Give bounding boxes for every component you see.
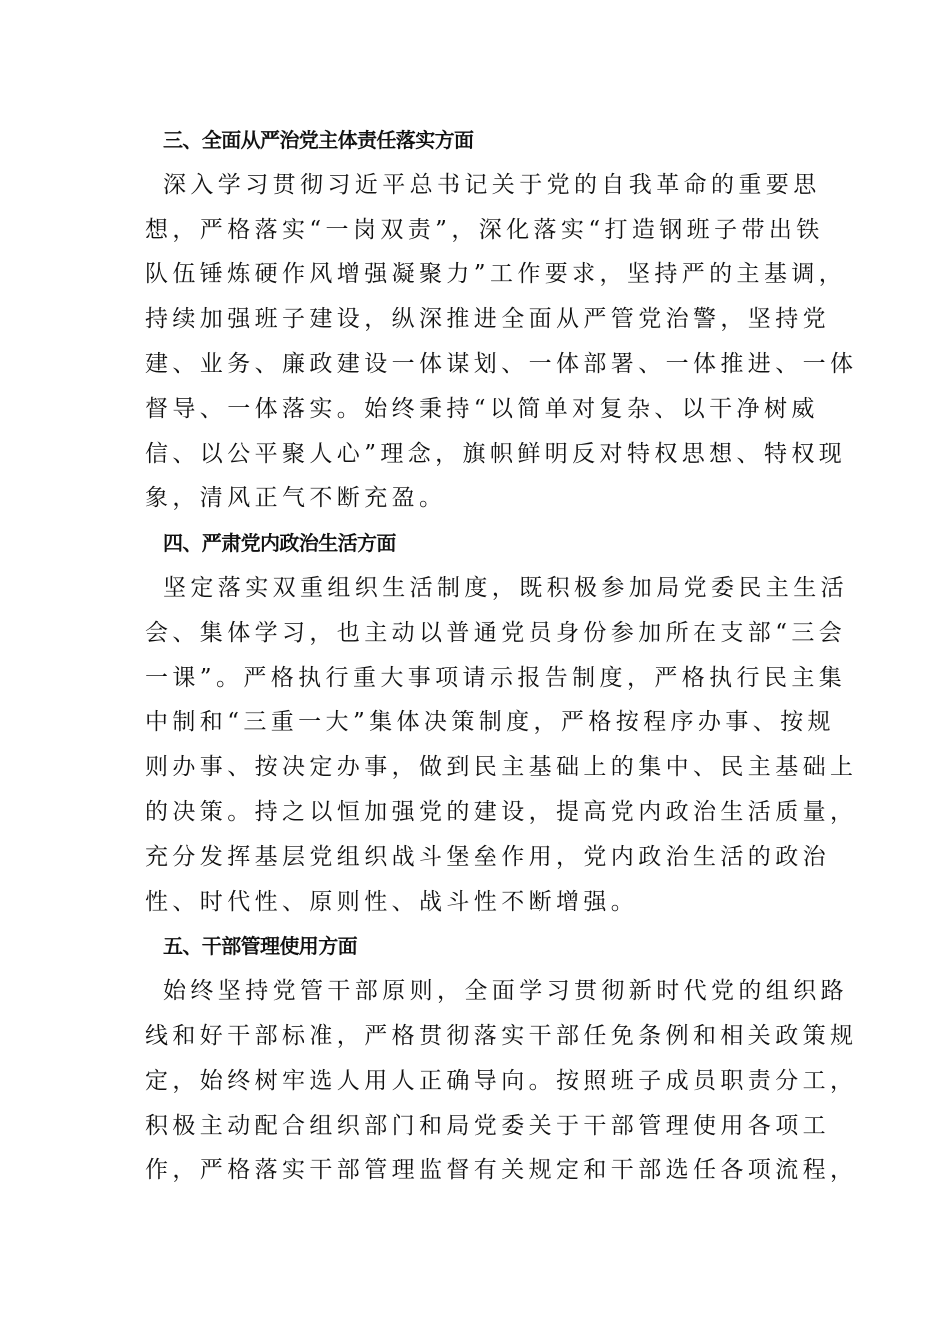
paragraph-line: 则办事、按决定办事，做到民主基础上的集中、民主基础上 <box>145 754 858 781</box>
document-page <box>145 118 858 1193</box>
paragraph-line: 持续加强班子建设，纵深推进全面从严管党治警，坚持党 <box>145 306 830 333</box>
paragraph-line: 想，严格落实“一岗双责”，深化落实“打造钢班子带出铁 <box>145 216 824 243</box>
paragraph-line: 充分发挥基层党组织战斗堡垒作用，党内政治生活的政治 <box>145 843 830 870</box>
paragraph-line: 作，严格落实干部管理监督有关规定和干部选任各项流程， <box>145 1157 858 1184</box>
document-section <box>145 924 858 1193</box>
paragraph-line: 的决策。持之以恒加强党的建设，提高党内政治生活质量， <box>145 798 858 825</box>
document-section <box>145 521 858 924</box>
paragraph-line: 深入学习贯彻习近平总书记关于党的自我革命的重要思 <box>163 171 821 198</box>
paragraph-line: 会、集体学习，也主动以普通党员身份参加所在支部“三会 <box>145 619 847 646</box>
paragraph-line: 积极主动配合组织部门和局党委关于干部管理使用各项工 <box>145 1112 830 1139</box>
paragraph-line: 定，始终树牢选人用人正确导向。按照班子成员职责分工， <box>145 1067 858 1094</box>
paragraph-line: 督导、一体落实。始终秉持“以简单对复杂、以干净树威 <box>145 395 819 422</box>
document-section <box>145 118 858 521</box>
paragraph-line: 性、时代性、原则性、战斗性不断增强。 <box>145 888 639 915</box>
paragraph-line: 坚定落实双重组织生活制度，既积极参加局党委民主生活 <box>163 574 848 601</box>
section-heading: 三、全面从严治党主体责任落实方面 <box>163 128 474 152</box>
paragraph-line: 线和好干部标准，严格贯彻落实干部任免条例和相关政策规 <box>145 1022 858 1049</box>
paragraph-line: 象，清风正气不断充盈。 <box>145 485 447 512</box>
paragraph-line: 始终坚持党管干部原则，全面学习贯彻新时代党的组织路 <box>163 978 848 1005</box>
section-heading: 五、干部管理使用方面 <box>163 934 357 959</box>
paragraph-line: 信、以公平聚人心”理念，旗帜鲜明反对特权思想、特权现 <box>145 440 847 467</box>
section-heading: 四、严肃党内政治生活方面 <box>163 531 396 556</box>
paragraph-line: 建、业务、廉政建设一体谋划、一体部署、一体推进、一体 <box>145 350 858 377</box>
paragraph-line: 中制和“三重一大”集体决策制度，严格按程序办事、按规 <box>145 709 835 736</box>
paragraph-line: 一课”。严格执行重大事项请示报告制度，严格执行民主集 <box>145 664 847 691</box>
paragraph-line: 队伍锤炼硬作风增强凝聚力”工作要求，坚持严的主基调， <box>145 261 847 288</box>
